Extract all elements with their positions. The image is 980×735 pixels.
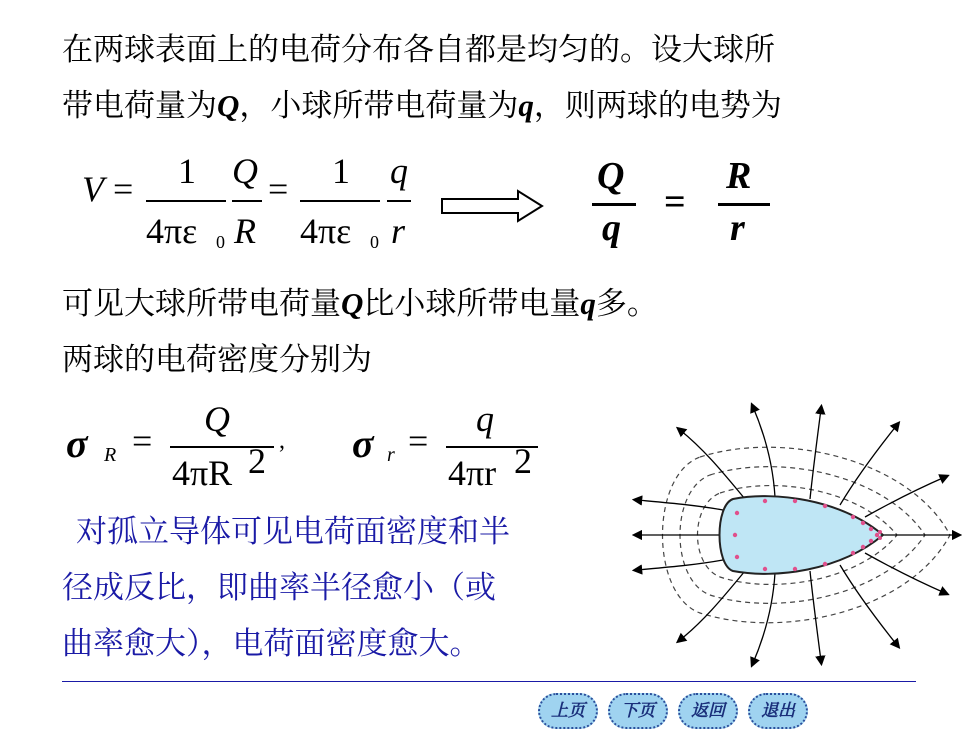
compare-line-c: 多。 [595, 286, 658, 322]
eq2-den-r: 4πr [448, 453, 497, 493]
eq2-Q: Q [204, 399, 230, 439]
eq2-comma: , [279, 428, 285, 454]
intro-line-1: 在两球表面上的电荷分布各自都是均匀的。设大球所 [62, 32, 775, 68]
conductor-body [720, 496, 884, 574]
intro-line-2-a: 带电荷量为 [62, 88, 217, 124]
eq1-Q: Q [232, 151, 258, 191]
eq2-equals-2: = [408, 421, 429, 461]
eq1-one-2: 1 [332, 151, 350, 191]
density-intro-line: 两球的电荷密度分别为 [62, 342, 372, 378]
intro-line-2-b: ，小球所带电荷量为 [239, 88, 519, 124]
intro-Q: Q [217, 88, 240, 123]
intro-line-2-c: ，则两球的电势为 [533, 88, 782, 124]
intro-q: q [518, 88, 534, 123]
ratio-r: r [730, 207, 745, 249]
eq1-sub0-2: 0 [370, 232, 379, 252]
eq1-one-1: 1 [178, 151, 196, 191]
eq1-sub0-1: 0 [216, 232, 225, 252]
eq2-equals-1: = [132, 421, 153, 461]
eq2-q: q [476, 399, 494, 439]
eq2-sub-R: R [104, 444, 117, 466]
eq1-r: r [391, 211, 406, 251]
conclusion-line-2: 径成反比，即曲率半径愈小（或 [62, 570, 496, 606]
ratio-Q: Q [597, 155, 625, 197]
footer-divider [62, 681, 916, 682]
ratio-R: R [726, 155, 752, 197]
eq2-den-R: 4πR [172, 453, 233, 493]
prev-page-button[interactable]: 上页 [538, 693, 598, 729]
ratio-q: q [602, 207, 621, 249]
eq2-sigma-R: σ [66, 421, 88, 466]
eq1-q: q [390, 151, 408, 191]
compare-line-a: 可见大球所带电荷量 [62, 286, 341, 322]
conclusion-line-1: 对孤立导体可见电荷面密度和半 [76, 514, 510, 550]
eq2-sq-2: 2 [514, 441, 532, 481]
eq2-sub-r: r [387, 444, 395, 466]
eq1-4pieps-2: 4πε [300, 211, 352, 251]
compare-line-b: 比小球所带电量 [363, 286, 581, 322]
exit-button[interactable]: 退出 [748, 693, 808, 729]
back-button[interactable]: 返回 [678, 693, 738, 729]
ratio-equals: = [664, 181, 686, 223]
eq2-sq-1: 2 [248, 441, 266, 481]
eq1-equals-2: = [268, 169, 289, 209]
eq2-sigma-r: σ [352, 421, 374, 466]
eq1-R: R [234, 211, 256, 251]
eq1-V: V [82, 169, 104, 209]
next-page-button[interactable]: 下页 [608, 693, 668, 729]
compare-Q: Q [341, 286, 364, 321]
eq1-4pieps-1: 4πε [146, 211, 198, 251]
conclusion-line-3: 曲率愈大），电荷面密度愈大。 [62, 626, 481, 662]
conductor-field-diagram [625, 395, 965, 680]
compare-q: q [580, 286, 596, 321]
eq1-equals-1: = [113, 169, 134, 209]
